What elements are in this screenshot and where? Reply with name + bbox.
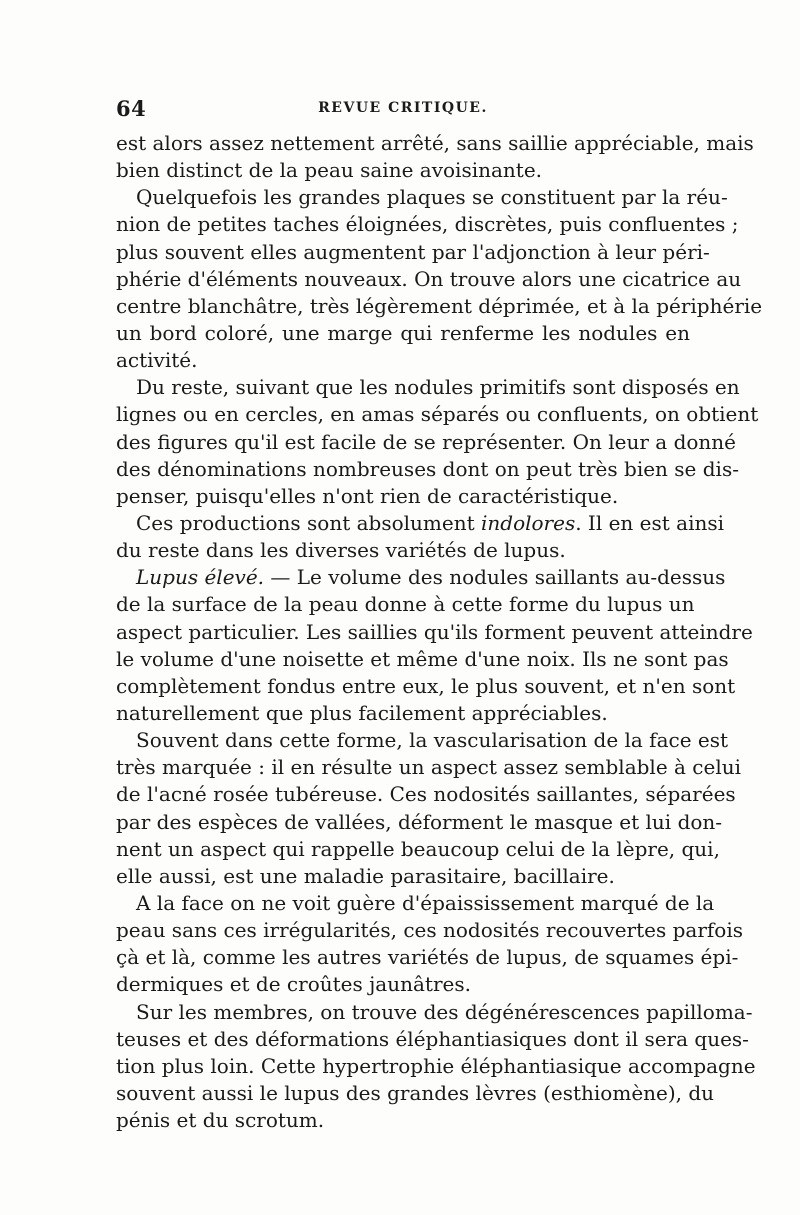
text-line: des figures qu'il est facile de se représenter. On leur a donné	[116, 429, 737, 454]
text-line: des dénominations nombreuses dont on peut très bien se dis-	[116, 456, 739, 481]
text-segment: — Le volume des nodules saillants au-dessus	[264, 565, 726, 590]
text-line: nent un aspect qui rappelle beaucoup celui de la lèpre, qui,	[116, 836, 720, 861]
text-line: nion de petites taches éloignées, discrètes, puis confluentes ;	[116, 212, 739, 237]
text-line: bien distinct de la peau saine avoisinante.	[116, 158, 543, 183]
text-line: penser, puisqu'elles n'ont rien de caractéristique.	[116, 483, 619, 508]
italic-term: Lupus élevé.	[136, 565, 265, 590]
text-segment: Ces productions sont absolument	[136, 510, 481, 535]
text-line: par des espèces de vallées, déforment le masque et lui don-	[116, 809, 723, 834]
text-line: Sur les membres, on trouve des dégénérescences papilloma-	[136, 999, 753, 1024]
text-line: de l'acné rosée tubéreuse. Ces nodosités saillantes, séparées	[116, 782, 736, 807]
text-line: de la surface de la peau donne à cette forme du lupus un	[116, 592, 695, 617]
text-segment: . Il en est ainsi	[575, 510, 725, 535]
text-line	[116, 510, 725, 537]
text-line: elle aussi, est une maladie parasitaire, bacillaire.	[116, 863, 615, 888]
text-line: plus souvent elles augmentent par l'adjonction à leur péri-	[116, 239, 710, 264]
text-line: A la face on ne voit guère d'épaississement marqué de la	[136, 890, 715, 915]
text-line: teuses et des déformations éléphantiasiques dont il sera ques-	[116, 1026, 749, 1051]
text-line: pénis et du scrotum.	[116, 1108, 325, 1133]
body-text	[116, 130, 763, 1134]
text-line: Quelquefois les grandes plaques se constituent par la réu-	[136, 185, 728, 210]
italic-term: indolores	[481, 510, 576, 535]
text-line: souvent aussi le lupus des grandes lèvres (esthiomène), du	[116, 1080, 715, 1105]
text-line: çà et là, comme les autres variétés de lupus, de squames épi-	[116, 945, 739, 970]
text-line: un bord coloré, une marge qui renferme les nodules en	[116, 320, 690, 345]
text-line: activité.	[116, 348, 198, 373]
text-line: tion plus loin. Cette hypertrophie éléphantiasique accompagne	[116, 1053, 756, 1078]
running-title: REVUE CRITIQUE.	[318, 100, 488, 116]
text-line: centre blanchâtre, très légèrement déprimée, et à la périphérie	[116, 293, 763, 318]
text-line: Souvent dans cette forme, la vascularisation de la face est	[136, 728, 729, 753]
text-line: phérie d'éléments nouveaux. On trouve alors une cicatrice au	[116, 266, 742, 291]
text-line: très marquée : il en résulte un aspect assez semblable à celui	[116, 755, 741, 780]
text-line	[116, 564, 726, 591]
text-line: aspect particulier. Les saillies qu'ils forment peuvent atteindre	[116, 619, 753, 644]
page-number: 64	[116, 96, 147, 121]
text-line: peau sans ces irrégularités, ces nodosités recouvertes parfois	[116, 918, 743, 943]
text-line: le volume d'une noisette et même d'une noix. Ils ne sont pas	[116, 646, 729, 671]
text-line: Du reste, suivant que les nodules primitifs sont disposés en	[136, 375, 740, 400]
text-line: est alors assez nettement arrêté, sans saillie appréciable, mais	[116, 131, 754, 155]
page-header	[116, 96, 690, 124]
text-line: lignes ou en cercles, en amas séparés ou confluents, on obtient	[116, 402, 759, 427]
text-line: dermiques et de croûtes jaunâtres.	[116, 972, 471, 997]
text-line: complètement fondus entre eux, le plus souvent, et n'en sont	[116, 673, 736, 698]
text-line: naturellement que plus facilement appréciables.	[116, 700, 608, 725]
text-line: du reste dans les diverses variétés de lupus.	[116, 538, 566, 563]
